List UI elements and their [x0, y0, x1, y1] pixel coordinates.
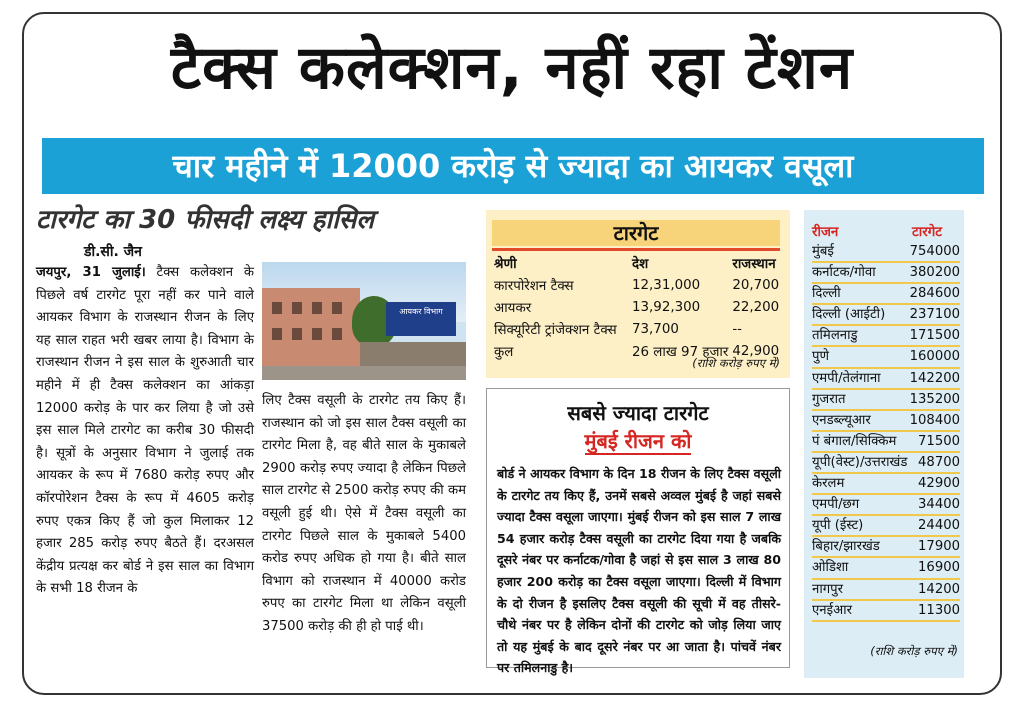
cell-rajasthan: --: [732, 321, 743, 337]
mumbai-region-box: [486, 388, 790, 676]
region-name: दिल्ली (आईटी): [812, 307, 886, 323]
list-item: [812, 390, 960, 411]
region-name: एमपी/तेलंगाना: [812, 370, 881, 386]
cell-category: कारपोरेशन टैक्स: [494, 279, 574, 294]
target-table-box: [486, 210, 790, 378]
list-item: [812, 284, 960, 305]
header-target: टारगेट: [912, 225, 942, 240]
region-target-value: 754000: [909, 244, 960, 259]
cell-rajasthan: 20,700: [732, 277, 780, 293]
region-name: तमिलनाडु: [812, 328, 858, 344]
region-target-value: 142200: [909, 370, 960, 386]
region-target-value: 135200: [909, 391, 960, 407]
list-item: [812, 305, 960, 326]
region-name: यूपी(वेस्ट)/उत्तराखंड: [812, 454, 908, 470]
cell-category: सिक्यूरिटी ट्रांजेक्शन टैक्स: [494, 323, 617, 338]
cell-country: 12,31,000: [632, 277, 701, 293]
list-item: [812, 263, 960, 284]
region-target-value: 108400: [909, 412, 960, 428]
story-subheading: टारगेट का 30 फीसदी लक्ष्य हासिल: [36, 205, 375, 235]
list-item: [812, 432, 960, 453]
list-item: [812, 558, 960, 579]
header-region: रीजन: [812, 225, 839, 240]
region-name: पुणे: [812, 349, 830, 365]
table-row: [492, 318, 782, 340]
list-item: [812, 411, 960, 432]
byline: डी.सी. जैन: [84, 244, 142, 260]
col-header-rajasthan: राजस्थान: [732, 257, 776, 272]
target-table-note: (राशि करोड़ रुपए में): [692, 356, 780, 370]
cell-rajasthan: 22,200: [732, 299, 780, 315]
region-target-value: 71500: [918, 433, 960, 449]
list-item: [812, 369, 960, 390]
region-name: यूपी (ईस्ट): [812, 518, 864, 534]
region-name: केरलम: [812, 476, 845, 492]
mumbai-box-subheading: मुंबई रीजन को: [584, 429, 692, 453]
region-name: कर्नाटक/गोवा: [812, 265, 876, 281]
story-column-1: [36, 262, 254, 601]
region-name: एनडब्ल्यूआर: [812, 412, 871, 428]
office-signboard: आयकर विभाग: [386, 302, 456, 336]
region-target-value: 34400: [918, 497, 960, 513]
region-target-value: 237100: [909, 307, 960, 323]
list-item: [812, 495, 960, 516]
list-item: [812, 453, 960, 474]
region-target-box: [804, 210, 964, 678]
region-name: एमपी/छग: [812, 497, 860, 513]
region-target-value: 42900: [918, 476, 960, 492]
region-target-value: 11300: [918, 602, 960, 618]
region-target-value: 160000: [909, 349, 960, 365]
cell-country: 73,700: [632, 321, 679, 337]
list-item: [812, 347, 960, 368]
table-row: [492, 274, 782, 296]
income-tax-office-photo: [262, 262, 466, 380]
region-target-value: 24400: [918, 518, 960, 534]
cell-category: आयकर: [494, 301, 532, 316]
list-item: [812, 242, 960, 263]
col-header-country: देश: [632, 257, 649, 272]
list-item: [812, 537, 960, 558]
region-target-value: 48700: [918, 454, 960, 470]
banner-subtitle: चार महीने में 12000 करोड़ से ज्यादा का आयकर वसूला: [42, 138, 984, 194]
story-text-1: टैक्स कलेक्शन के पिछले वर्ष टारगेट पूरा नहीं कर पाने वाले आयकर विभाग के राजस्थान रीजन के लिए यह साल राहत भरी खबर लाया है। विभाग के राजस्थान रीजन ने इस साल के शुरुआती चार महीने में ही टैक्स कलेक्शन का आंकड़ा 12000 करोड़ के पार कर लिया है जो उसे इस साल मिले टारगेट का करीब 30 फीसदी है। सूत्रों के अनुसार विभाग ने जुलाई तक आयकर के रूप में 7680 करोड़ रुपए और कॉरपोरेशन टैक्स के रूप में 4605 करोड़ रुपए एकत्र किए हैं जो कुल मिलाकर 12 हजार 285 करोड़ रुपए बैठते हैं। दरअसल केंद्रीय प्रत्यक्ष कर बोर्ड ने इस साल का विभाग के सभी 18 रीजन के: [36, 265, 254, 597]
list-item: [812, 601, 960, 622]
headline: टैक्स कलेक्शन, नहीं रहा टेंशन: [170, 33, 854, 103]
region-target-value: 380200: [909, 265, 960, 281]
mumbai-box-heading: सबसे ज्यादा टारगेट: [567, 401, 709, 425]
region-list-note: (राशि करोड़ रुपए में): [870, 644, 958, 658]
cell-category: कुल: [494, 345, 514, 360]
target-table-title: टारगेट: [492, 220, 780, 246]
mumbai-box-body: बोर्ड ने आयकर विभाग के दिन 18 रीजन के लिए टैक्स वसूली के टारगेट तय किए हैं, उनमें सबसे अव्वल मुंबई है जहां सबसे ज्यादा टैक्स वसूला जाएगा। मुंबई रीजन को इस साल 7 लाख 54 हजार करोड़ टैक्स वसूली का टारगेट दिया गया है जबकि दूसरे नंबर पर कर्नाटक/गोवा है जहां से इस साल 3 लाख 80 हजार 200 करोड़ का टैक्स वसूला जाएगा। दिल्ली में विभाग के दो रीजन है इसलिए टैक्स वसूली की सूची में वह तीसरे-चौथे नंबर पर है लेकिन दोनों की टारगेट को जोड़ लिया जाए तो यह मुंबई के बाद दूसरे नंबर पर आ जाता है। पांचवें नंबर पर तमिलनाडु है।: [497, 466, 781, 676]
region-name: एनईआर: [812, 602, 852, 618]
list-item: [812, 516, 960, 537]
region-name: ओडिशा: [812, 560, 849, 576]
region-name: गुजरात: [812, 391, 846, 407]
region-name: दिल्ली: [812, 286, 841, 302]
list-item: [812, 580, 960, 601]
region-name: पं बंगाल/सिक्किम: [812, 433, 897, 449]
table-row: [492, 296, 782, 318]
dateline: जयपुर, 31 जुलाई।: [36, 265, 146, 280]
region-name: मुंबई: [812, 244, 834, 259]
list-item: [812, 326, 960, 347]
list-item: [812, 474, 960, 495]
col-header-category: श्रेणी: [494, 257, 517, 272]
region-name: बिहार/झारखंड: [812, 539, 880, 555]
region-target-value: 14200: [918, 581, 960, 597]
region-target-value: 17900: [918, 539, 960, 555]
cell-country: 13,92,300: [632, 299, 701, 315]
cell-country: 26 लाख 97 हजार: [632, 345, 729, 360]
region-target-value: 16900: [918, 560, 960, 576]
region-list: [812, 242, 960, 622]
cell-rajasthan: 42,900: [732, 343, 780, 359]
target-table: [492, 252, 782, 362]
region-target-value: 171500: [909, 328, 960, 344]
story-column-2: लिए टैक्स वसूली के टारगेट तय किए हैं। राजस्थान को जो इस साल टैक्स वसूली का टारगेट मिला है, वह बीते साल के मुकाबले 2900 करोड़ रुपए ज्यादा है लेकिन पिछले साल टारगेट से 2500 करोड़ रुपए की कम वसूली हुई थी। ऐसे में टैक्स वसूली का टारगेट पिछले साल के मुकाबले 5400 करोड रुपए अधिक हो गया है। बीते साल विभाग को राजस्थान में 40000 करोड रुपए का टारगेट मिला था लेकिन वसूली 37500 करोड़ की ही हो पाई थी।: [262, 393, 466, 634]
region-target-value: 284600: [909, 286, 960, 302]
region-name: नागपुर: [812, 581, 844, 597]
